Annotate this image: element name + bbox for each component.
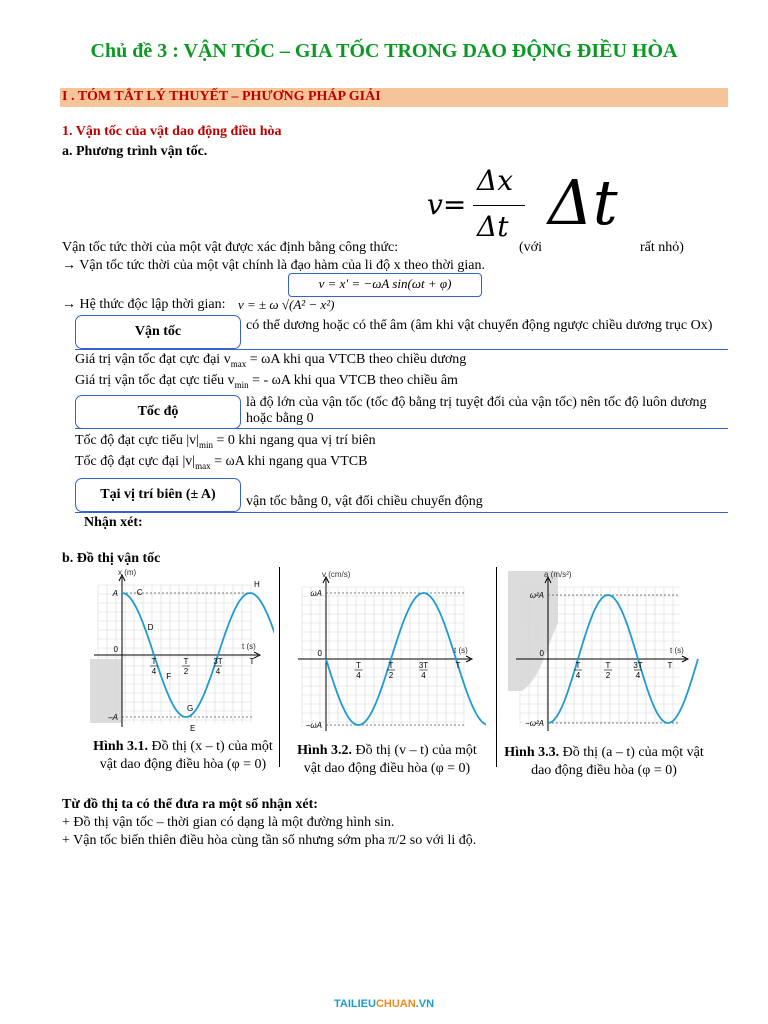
y-axis-label: x (m) xyxy=(118,568,137,577)
formula-derivative-box xyxy=(288,273,482,297)
x-axis-label: t (s) xyxy=(454,646,468,655)
text-derivative: → Vận tốc tức thời của một vật chính là đạo hàm của li độ x theo thời gian. xyxy=(62,258,485,273)
tick-numerator: T xyxy=(388,661,394,670)
amplitude-pos-label: ω²A xyxy=(529,591,544,600)
amplitude-neg-label: −ωA xyxy=(305,721,322,730)
formula-velocity-fraction: v= Δx Δt xyxy=(427,162,527,252)
conclusion-title: Từ đồ thị ta có thể đưa ra một số nhận xét: xyxy=(62,797,318,812)
tick-denominator: 4 xyxy=(635,671,641,680)
tick-numerator: T xyxy=(575,661,581,670)
label-box-velocity: Vận tốc xyxy=(75,315,241,349)
tick-period: T xyxy=(667,661,673,670)
text-speed-max: Tốc độ đạt cực đại $|v|_{max} = \omega A$ khi ngang qua VTCB xyxy=(75,454,368,471)
label-box-speed: Tốc độ xyxy=(75,395,241,429)
origin-label: 0 xyxy=(539,649,544,658)
boundary-description: vận tốc bằng 0, vật đổi chiều chuyển động xyxy=(246,494,483,509)
text-speed-min: Tốc độ đạt cực tiểu $|v|_{min} = 0$ khi ngang qua vị trí biên xyxy=(75,433,376,450)
figure-position-graph xyxy=(86,567,274,737)
text-with: (với xyxy=(519,240,542,255)
tick-denominator: 2 xyxy=(183,667,189,676)
figure-divider-1 xyxy=(279,567,280,767)
divider-velocity xyxy=(75,349,728,350)
speed-description: là độ lớn của vận tốc (tốc độ bằng trị tuyệt đối của vận tốc) nên tốc độ luôn dương hoặc bằng 0 xyxy=(246,395,707,426)
text-instant-velocity: Vận tốc tức thời của một vật được xác định bằng công thức: xyxy=(62,240,399,255)
x-axis-label: t (s) xyxy=(242,642,256,651)
point-label: G xyxy=(187,704,194,714)
text-vmax: Giá trị vận tốc đạt cực đại $v_{max} = \omega A$ khi qua VTCB theo chiều dương xyxy=(75,352,467,369)
tick-numerator: 3T xyxy=(418,661,429,670)
tick-denominator: 2 xyxy=(605,671,611,680)
tick-period: T xyxy=(249,657,255,666)
formula-independent: v = ± ω √(A² − x²) xyxy=(238,297,335,312)
caption-figure-3: Hình 3.3. Đồ thị (a – t) của một vật dao động điều hòa (φ = 0) xyxy=(504,745,704,778)
formula-derivative: v = x' = −ωA sin(ωt + φ) xyxy=(318,276,452,291)
figure-acceleration-graph xyxy=(502,567,702,737)
velocity-description: có thể dương hoặc có thể âm (âm khi vật chuyển động ngược chiều dương trục Ox) xyxy=(246,318,713,333)
point-label: D xyxy=(147,622,154,632)
formula-big-dt: Δt xyxy=(548,166,618,239)
y-axis-label: a (m/s²) xyxy=(544,570,572,579)
origin-label: 0 xyxy=(113,645,118,654)
text-vmin: Giá trị vận tốc đạt cực tiểu $v_{min}$ = - ωA khi qua VTCB theo chiều âm xyxy=(75,373,458,390)
amplitude-neg-label: −ω²A xyxy=(525,719,544,728)
figure-velocity-graph xyxy=(286,567,486,737)
amplitude-neg-label: –A xyxy=(108,713,118,722)
subheading-equation: a. Phương trình vận tốc. xyxy=(62,144,208,159)
tick-numerator: 3T xyxy=(213,657,223,666)
tick-period: T xyxy=(455,661,461,670)
page-title: Chủ đề 3 : VẬN TỐC – GIA TỐC TRONG DAO ĐỘNG ĐIỀU HÒA xyxy=(90,40,678,62)
subheading-velocity: 1. Vận tốc của vật dao động điều hòa xyxy=(62,124,282,139)
remark-label: Nhận xét: xyxy=(84,515,143,530)
tick-denominator: 4 xyxy=(356,671,361,680)
origin-label: 0 xyxy=(317,649,322,658)
tick-denominator: 4 xyxy=(215,667,221,676)
text-independent: → Hệ thức độc lập thời gian: xyxy=(62,297,226,312)
point-label: C xyxy=(136,587,143,597)
tick-numerator: T xyxy=(151,657,157,666)
subheading-graph: b. Đồ thị vận tốc xyxy=(62,551,161,566)
conclusion-line-1: + Đồ thị vận tốc – thời gian có dạng là một đường hình sin. xyxy=(62,815,395,830)
text-very-small: rất nhỏ) xyxy=(640,240,684,255)
tick-denominator: 4 xyxy=(421,671,426,680)
y-axis-label: v (cm/s) xyxy=(322,570,351,579)
point-label: E xyxy=(190,724,196,733)
section-header: I . TÓM TẮT LÝ THUYẾT – PHƯƠNG PHÁP GIẢI xyxy=(62,89,381,104)
amplitude-pos-label: ωA xyxy=(310,589,322,598)
tick-numerator: T xyxy=(356,661,361,670)
conclusion-line-2: + Vận tốc biến thiên điều hòa cùng tần số nhưng sớm pha π/2 so với li độ. xyxy=(62,833,477,848)
figure-divider-2 xyxy=(496,567,497,767)
label-box-boundary: Tại vị trí biên (± A) xyxy=(75,478,241,512)
tick-denominator: 4 xyxy=(151,667,157,676)
caption-figure-2: Hình 3.2. Đồ thị (v – t) của một vật dao động điều hòa (φ = 0) xyxy=(297,743,477,776)
tick-numerator: 3T xyxy=(633,661,643,670)
graph-shade xyxy=(508,571,558,691)
caption-figure-1: Hình 3.1. Đồ thị (x – t) của một vật dao động điều hòa (φ = 0) xyxy=(93,739,273,772)
x-axis-label: t (s) xyxy=(670,646,684,655)
amplitude-pos-label: A xyxy=(112,589,118,598)
point-label: H xyxy=(254,580,260,589)
divider-boundary xyxy=(75,512,728,513)
point-label: F xyxy=(166,671,172,681)
footer-logo: TAILIEUCHUAN.VN xyxy=(333,998,435,1010)
tick-denominator: 4 xyxy=(575,671,581,680)
tick-denominator: 2 xyxy=(388,671,394,680)
tick-numerator: T xyxy=(183,657,189,666)
tick-numerator: T xyxy=(605,661,611,670)
